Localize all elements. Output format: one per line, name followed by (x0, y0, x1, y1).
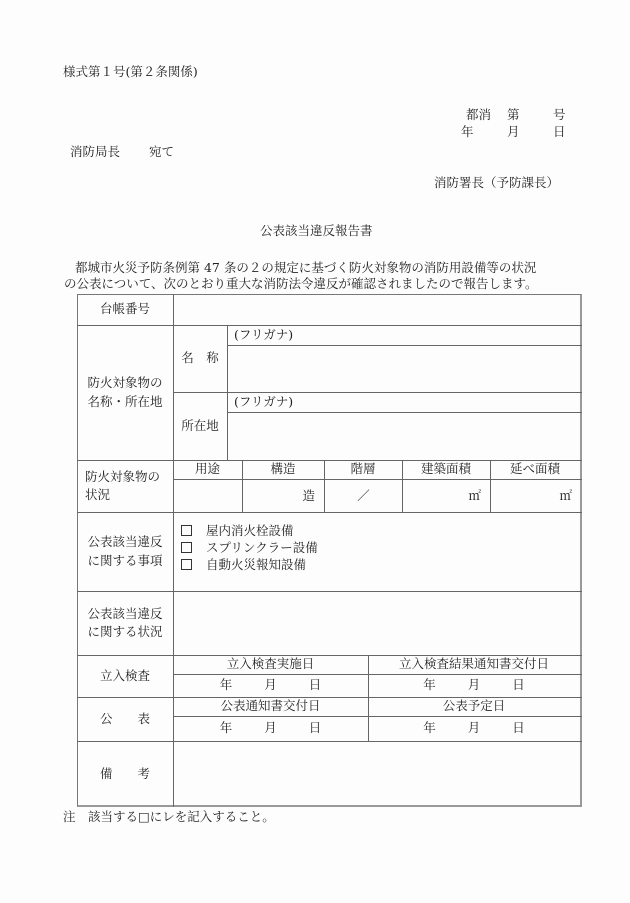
report-table (77, 294, 582, 807)
checkbox[interactable] (181, 559, 192, 570)
label-line: 防火対象物の (87, 375, 163, 391)
inspection-label: 立入検査 (99, 667, 150, 683)
month-label: 月 (467, 720, 481, 736)
label-line: 公表該当違反 (87, 534, 163, 550)
condition-use-field[interactable] (174, 480, 242, 512)
condition-header-floors: 階層 (350, 461, 376, 477)
document-title: 公表該当違反報告書 (260, 223, 373, 238)
inspection-result-date-field[interactable] (368, 674, 580, 697)
name-label: 名 称 (181, 350, 219, 366)
checkbox-label: 屋内消火栓設備 (206, 522, 294, 538)
violation-item-fire-alarm[interactable] (181, 556, 318, 573)
condition-building-area-field[interactable]: ㎡ (468, 487, 481, 503)
doc-number-go: 号 (553, 107, 566, 122)
form-number: 様式第１号(第２条関係) (63, 64, 198, 79)
day-label: 日 (512, 677, 525, 693)
condition-structure-field[interactable]: 造 (302, 487, 315, 503)
intro-line-1: 都城市火災予防条例第 47 条の２の規定に基づく防火対象物の消防用設備等の状況 (75, 260, 537, 275)
date-month: 月 (507, 124, 520, 139)
year-label: 年 (423, 677, 436, 693)
inspection-date-field[interactable] (173, 674, 368, 697)
condition-header-total-area: 延べ面積 (509, 461, 560, 477)
year-label: 年 (423, 720, 436, 736)
publication-scheduled-date-field[interactable] (368, 716, 580, 741)
intro-line-2: の公表について、次のとおり重大な消防法令違反が確認されましたので報告します。 (64, 276, 538, 291)
name-furigana-label: (フリガナ) (234, 326, 294, 342)
label-line: 防火対象物の (85, 468, 161, 484)
location-label: 所在地 (181, 417, 219, 433)
name-field[interactable] (228, 346, 580, 392)
condition-total-area-field[interactable]: ㎡ (559, 487, 572, 503)
violation-status-field[interactable] (174, 592, 580, 655)
label-line: に関する事項 (87, 552, 163, 568)
day-label: 日 (308, 720, 322, 736)
sender: 消防署長（予防課長） (434, 175, 560, 190)
name-location-label (77, 325, 173, 460)
doc-number-dai: 第 (507, 107, 520, 122)
addressee: 消防局長 (70, 144, 121, 159)
location-field[interactable] (228, 413, 580, 460)
year-label: 年 (219, 720, 233, 736)
violation-items-label (77, 512, 173, 591)
label-line: 名称・所在地 (87, 393, 163, 409)
violation-status-label (77, 591, 173, 655)
note: 注 該当する□にレを記入すること。 (63, 809, 275, 824)
checkbox[interactable] (181, 542, 192, 553)
date-day: 日 (553, 124, 566, 139)
inspection-result-header: 立入検査結果通知書交付日 (398, 656, 549, 672)
month-label: 月 (264, 720, 277, 736)
condition-floors-field[interactable]: ／ (357, 487, 370, 503)
publication-notice-date-field[interactable] (173, 716, 368, 741)
ledger-number-label: 台帳番号 (99, 301, 150, 317)
location-furigana-label: (フリガナ) (234, 393, 294, 409)
checkbox-label: 自動火災報知設備 (206, 556, 307, 572)
condition-header-building-area: 建築面積 (420, 461, 471, 477)
violation-items-list (181, 512, 571, 582)
condition-label (85, 460, 173, 512)
publication-scheduled-header: 公表予定日 (442, 698, 506, 714)
year-label: 年 (219, 677, 233, 693)
violation-item-indoor-hydrant[interactable] (181, 522, 318, 539)
checkbox-label: スプリンクラー設備 (206, 539, 318, 555)
month-label: 月 (264, 677, 277, 693)
inspection-date-header: 立入検査実施日 (226, 656, 315, 672)
violation-item-sprinkler[interactable] (181, 539, 318, 556)
publication-notice-header: 公表通知書交付日 (220, 698, 321, 714)
day-label: 日 (308, 677, 322, 693)
ledger-number-field[interactable] (174, 295, 580, 325)
label-line: 公表該当違反 (87, 605, 163, 621)
remarks-label: 備 考 (99, 765, 150, 781)
condition-header-use: 用途 (194, 461, 220, 477)
checkbox[interactable] (181, 525, 192, 536)
condition-header-structure: 構造 (270, 461, 296, 477)
addressee-suffix: 宛て (149, 144, 175, 159)
label-line: 状況 (85, 487, 111, 502)
doc-number-prefix: 都消 (466, 107, 492, 122)
label-line: に関する状況 (87, 624, 163, 639)
day-label: 日 (512, 720, 525, 736)
remarks-field[interactable] (174, 742, 580, 805)
date-year: 年 (461, 124, 474, 139)
month-label: 月 (467, 677, 481, 693)
publication-label: 公 表 (99, 710, 150, 726)
